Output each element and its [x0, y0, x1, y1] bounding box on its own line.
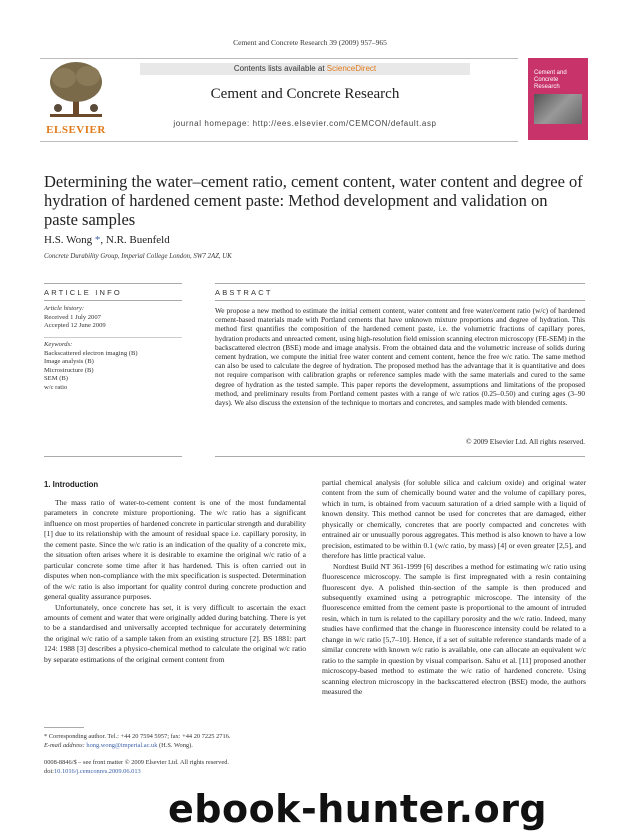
divider: [215, 456, 585, 457]
journal-homepage[interactable]: journal homepage: http://ees.elsevier.com/CEMCON/default.asp: [173, 119, 437, 128]
divider: [44, 283, 182, 284]
footnote-divider: [44, 727, 84, 728]
contents-prefix: Contents lists available at: [233, 64, 327, 73]
contents-bar: [140, 63, 470, 75]
keyword: Image analysis (B): [44, 358, 94, 366]
keyword: Microstructure (B): [44, 366, 94, 374]
article-history: [44, 305, 184, 331]
paragraph: The mass ratio of water-to-cement content is one of the most fundamental parameters in concrete mixture proportioning. The w/c ratio has a significant influence on most properties of hardened concrete in particular strength and durability [1] due to its relationship with the amount of residual space i.e. capillary porosity, in the cement paste. Since the w/c ratio is an indication of the quality of a concrete mix, the situation often arises where it is desirable to examine the original w/c ratio of a particular concrete some time after it has hardened. This is often carried out in disputes when non-compliance with the mix specification is suspected. Determination of the w/c ratio is also important for quality control during concrete production and general quality assurance purposes.: [44, 498, 306, 602]
footnote-corresponding: * Corresponding author. Tel.: +44 20 7594 5957; fax: +44 20 7225 2716.: [44, 733, 231, 740]
keywords: [44, 341, 184, 393]
keyword: w/c ratio: [44, 383, 68, 391]
cover-title: [534, 70, 567, 91]
cover-title-line: Research: [534, 84, 560, 90]
accepted-date: Accepted 12 June 2009: [44, 322, 106, 330]
cover-title-line: Concrete: [534, 77, 559, 83]
divider: [44, 456, 182, 457]
affiliation: Concrete Durability Group, Imperial College London, SW7 2AZ, UK: [44, 253, 232, 260]
journal-cover: [528, 58, 588, 140]
paragraph: Nordtest Build NT 361-1999 [6] describes a method for estimating w/c ratio using fluorescence microscopy. The sample is first impregnated with a resin containing fluorescent dye. A polished thin-section of the sample is then produced and subsequently examined using a petrographic microscope. The intensity of the fluorescence emitted from the cement paste is proportional to the amount of intruded resin, which in turn is related to the capillary porosity and the w/c ratio. Indeed, many studies have confirmed that the change in fluorescence intensity could be related to a change in w/c ratio [5,7–10]. Hence, if a set of suitable reference standards made of a similar concrete with known w/c ratio is available, one can allocate an equivalent w/c ratio to the sample in question by visual comparison. Sahu et al. [11] proposed another microscopy-based method to estimate the w/c ratio of hardened concrete. Using scanning electron microscopy in the backscattered electron (BSE) mode, the authors measured the: [322, 561, 586, 697]
article-info-heading: ARTICLE INFO: [44, 288, 122, 297]
email-suffix: (H.S. Wong).: [157, 741, 193, 749]
divider: [215, 283, 585, 284]
doi-link[interactable]: 10.1016/j.cemconres.2009.06.013: [53, 767, 141, 775]
author-name[interactable]: N.R. Buenfeld: [105, 234, 170, 246]
abstract-copyright: © 2009 Elsevier Ltd. All rights reserved.: [465, 437, 585, 446]
sciencedirect-link[interactable]: ScienceDirect: [326, 64, 377, 73]
doi-label: doi:: [44, 767, 54, 775]
journal-name: Cement and Concrete Research: [210, 86, 400, 102]
history-label: Article history:: [44, 305, 85, 312]
email-link[interactable]: hong.wong@imperial.ac.uk: [86, 741, 158, 749]
footnote: [44, 733, 304, 750]
keyword: Backscattered electron imaging (B): [44, 349, 138, 357]
abstract-heading: ABSTRACT: [215, 288, 273, 297]
divider: [44, 300, 182, 301]
bottom-info: [44, 759, 304, 776]
tree-icon: [44, 58, 108, 124]
footnote-email: [44, 742, 304, 751]
paragraph: partial chemical analysis (for soluble silica and calcium oxide) and original water content from the sum of chemically bound water and the volume of capillary pores, which in turn, is obtained from vacuum saturation of a dried sample with a liquid of known density. This method cannot be used for concretes that are damaged, either physically or chemically, concretes that are poorly compacted and concretes with entrained air or unusually porous aggregates. This method is also known to have a low precision, estimated to be within 0.1 (w/c ratio, by mass) [4] or even greater [2,5], and therefore has little practical value.: [322, 478, 586, 561]
authors: [44, 234, 170, 246]
author-separator: ,: [100, 234, 106, 246]
keywords-label: Keywords:: [44, 341, 73, 348]
doi-line: [44, 768, 304, 777]
left-column: [44, 498, 306, 665]
cover-image: [534, 94, 582, 124]
section-heading: 1. Introduction: [44, 480, 99, 489]
email-label: E-mail address:: [44, 741, 87, 749]
corresponding-author-star[interactable]: *: [92, 234, 101, 246]
journal-reference: Cement and Concrete Research 39 (2009) 957–965: [233, 38, 387, 47]
paragraph: Unfortunately, once concrete has set, it is very difficult to ascertain the exact amounts of cement and water that were originally added during batching. There is yet to be a standardised and universally accepted technique for accurately determining the original w/c ratio of a sample taken from an existing structure [2]. BS 1881: part 124: 1988 [3] describes a physico-chemical method to calculate the original w/c ratio by separate estimations of the original cement content from: [44, 602, 306, 664]
divider: [44, 337, 182, 338]
divider: [215, 300, 585, 301]
right-column: [322, 478, 586, 698]
issn-line: 0008-8846/$ – see front matter © 2009 Elsevier Ltd. All rights reserved.: [44, 759, 229, 766]
abstract-text: We propose a new method to estimate the initial cement content, water content and free water/cement ratio (w/c) of hardened cement-based materials made with Portland cements that have unknown mixture proportions and degree of hydration. This method first quantifies the composition of the hardened cement paste, i.e. the volumetric fractions of capillary pores, hydration products and unreacted cement, using high-resolution field emission scanning electron microscopy (FE-SEM) in the backscattered electron (BSE) mode and image analysis. From the obtained data and the volumetric increase of solids during cement hydration, we compute the initial free water content and cement content, hence the free w/c ratio. The same method can also be used to calculate the degree of hydration. The proposed method has the advantage that it is quantitative and does not require comparison with calibration graphs or reference samples made with the same materials and cured to the same degree of hydration as the tested sample. This paper reports the development, assumptions and limitations of the proposed method, and preliminary results from Portland cement pastes with a range of w/c ratios (0.25–0.50) and curing ages (3–90 days). We also discuss the extension of the technique to mortars and concretes, and samples made with blended cements.: [215, 306, 585, 408]
article-title: Determining the water–cement ratio, cement content, water content and degree of hydration of hardened cement paste: Method development and validation on paste samples: [44, 172, 583, 229]
author-name[interactable]: H.S. Wong: [44, 234, 93, 246]
elsevier-logo: [44, 58, 108, 138]
keyword: SEM (B): [44, 375, 68, 383]
received-date: Received 1 July 2007: [44, 313, 101, 321]
cover-title-line: Cement and: [534, 70, 567, 76]
watermark: ebook-hunter.org: [168, 787, 548, 831]
publisher-name: ELSEVIER: [46, 124, 106, 136]
